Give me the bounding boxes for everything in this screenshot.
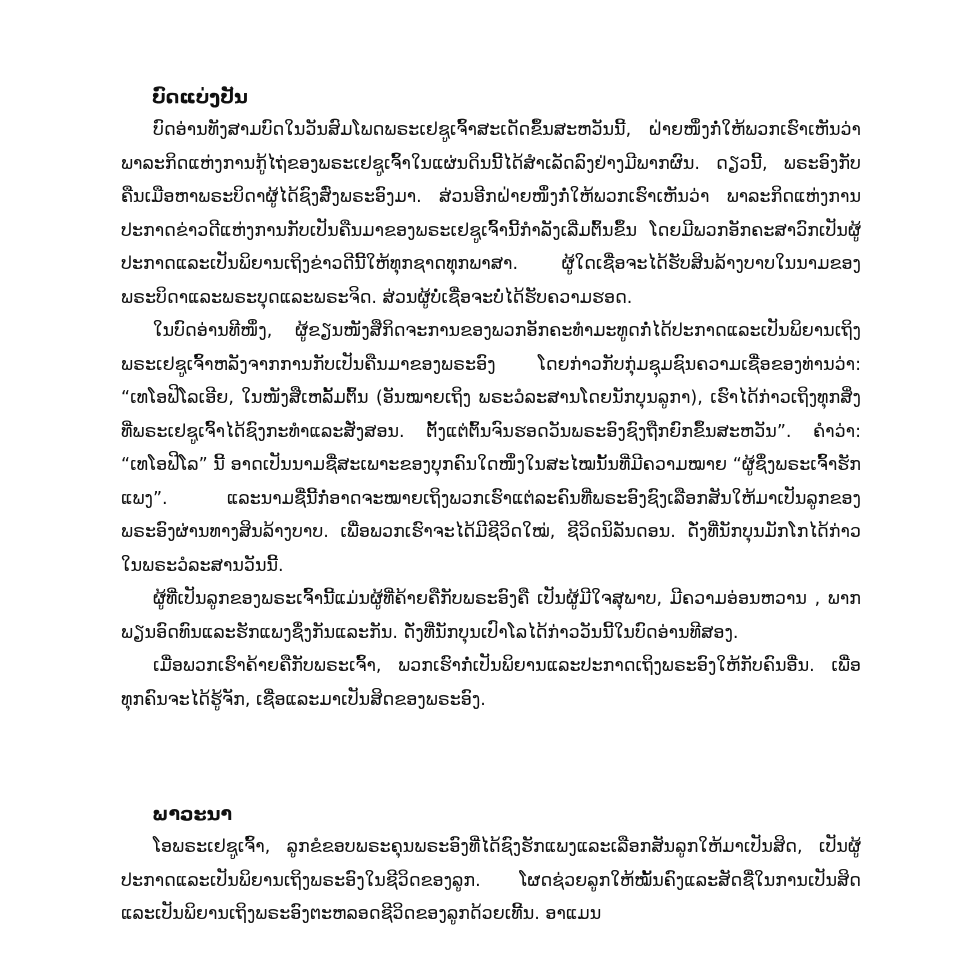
- paragraph: ຜູ້ທີ່ເປັນລູກຂອງພຣະເຈົ້ານີ້ແມ່ນຜູ້ທີ່ຄ້າຍຄືກັບພຣະອົງຄື ເປັນຜູ້ມີໃຈສຸພາບ, ມີຄວາມອ່ອນຫວານ , ພາກພຽນອົດທົນແລະຮັກແພງຊຶ່ງກັນແລະກັນ. ດັ່ງທີ່ນັກບຸນເປົາໂລໄດ້ກ່າວວັນນີ້ໃນບົດອ່ານທີສອງ.: [121, 589, 861, 643]
- section-heading: ບົດແບ່ງປັນ: [152, 86, 248, 108]
- section-heading: ພາວະນາ: [152, 803, 233, 825]
- paragraph: ໂອພຣະເຢຊູເຈົ້າ, ລູກຂໍຂອບພຣະຄຸນພຣະອົງທີ່ໄດ້ຊົງຮັກແພງແລະເລືອກສັນລູກໃຫ້ມາເປັນສິດ, ເປັນຜູ້ປະກາດແລະເປັນພິຍານເຖິງພຣະອົງໃນຊີວິດຂອງລູກ. ໂຜດຊ່ວຍລູກໃຫ້ໝັ້ນຄົງແລະສັດຊື່ໃນການເປັນສິດແລະເປັນພິຍານເຖິງພຣະອົງຕະຫລອດຊີວິດຂອງລູກດ້ວຍເທີ້ນ. ອາແມນ: [121, 837, 861, 924]
- paragraph: ບົດອ່ານທັງສາມບົດໃນວັນສົມໂພດພຣະເຢຊູເຈົ້າສະເດັດຂຶ້ນສະຫວັນນີ້, ຝ່າຍໜຶ່ງກໍ່ໃຫ້ພວກເຮົາເຫັນວ່າ ພາລະກິດແຫ່ງການກູ້ໄຖ່ຂອງພຣະເຢຊູເຈົ້າໃນແຜ່ນດິນນີ້ໄດ້ສຳເລັດລົງຢ່າງມີພາກຜົນ. ດຽວນີ້, ພຣະອົງກັບຄືນເມືອຫາພຣະບິດາຜູ້ໄດ້ຊົງສົ່ງພຣະອົງມາ. ສ່ວນອີກຝ່າຍໜຶ່ງກໍ່ໃຫ້ພວກເຮົາເຫັນວ່າ ພາລະກິດແຫ່ງການປະກາດຂ່າວດີແຫ່ງການກັບເປັນຄືນມາຂອງພຣະເຢຊູເຈົ້ານີ້ກຳລັງເລີ່ມຕົ້ນຂຶ້ນ ໂດຍມີພວກອັກຄະສາວົກເປັນຜູ້ປະກາດແລະເປັນພິຍານເຖິງຂ່າວດີນີ້ໃຫ້ທຸກຊາດທຸກພາສາ. ຜູ້ໃດເຊື່ອຈະໄດ້ຮັບສິນລ້າງບາບໃນນາມຂອງພຣະບິດາແລະພຣະບຸດແລະພຣະຈິດ. ສ່ວນຜູ້ບໍ່ເຊື່ອຈະບໍ່ໄດ້ຮັບຄວາມຮອດ.: [121, 120, 861, 308]
- prayer-section: [121, 797, 861, 932]
- reflection-section: [121, 80, 861, 717]
- paragraph: ໃນບົດອ່ານທີໜຶ່ງ, ຜູ້ຂຽນໜັງສືກິດຈະການຂອງພວກອັກຄະທຳມະທູດກໍ່ໄດ້ປະກາດແລະເປັນພິຍານເຖິງພຣະເຢຊູເຈົ້າຫລັງຈາກການກັບເປັນຄືນມາຂອງພຣະອົງ ໂດຍກ່າວກັບກຸ່ມຊຸມຊົນຄວາມເຊື່ອຂອງທ່ານວ່າ: “ເທໂອຟີໂລເອີຍ, ໃນໜັງສືເຫລັ້ມຕົ້ນ (ອັນໝາຍເຖິງ ພຣະວໍລະສານໂດຍນັກບຸນລູກາ), ເຮົາໄດ້ກ່າວເຖິງທຸກສິ່ງທີ່ພຣະເຢຊູເຈົ້າໄດ້ຊົງກະທຳແລະສັ່ງສອນ. ຕັ້ງແຕ່ຕົ້ນຈົນຮອດວັນພຣະອົງຊົງຖືກຍົກຂຶ້ນສະຫວັນ”. ຄຳວ່າ: “ເທໂອຟີໂລ” ນີ້ ອາດເປັນນາມຊື່ສະເພາະຂອງບຸກຄົນໃດໜຶ່ງໃນສະໄໝນັ້ນທີ່ມີຄວາມໝາຍ “ຜູ້ຊຶ່ງພຣະເຈົ້າຮັກແພງ”. ແລະນາມຊື່ນີ້ກໍ່ອາດຈະໝາຍເຖິງພວກເຮົາແຕ່ລະຄົນທີ່ພຣະອົງຊົງເລືອກສັນໃຫ້ມາເປັນລູກຂອງພຣະອົງຜ່ານທາງສິນລ້າງບາບ. ເພື່ອພວກເຮົາຈະໄດ້ມີຊີວິດໃໝ່, ຊີວິດນິລັນດອນ. ດັ່ງທີ່ນັກບຸນມັກໂກໄດ້ກ່າວໃນພຣະວໍລະສານວັນນີ້.: [121, 321, 861, 576]
- paragraph: ເມື່ອພວກເຮົາຄ້າຍຄືກັບພຣະເຈົ້າ, ພວກເຮົາກໍ່ເປັນພິຍານແລະປະກາດເຖິງພຣະອົງໃຫ້ກັບຄົນອື່ນ. ເພື່ອທຸກຄົນຈະໄດ້ຮູ້ຈັກ, ເຊື່ອແລະມາເປັນສິດຂອງພຣະອົງ.: [121, 656, 861, 710]
